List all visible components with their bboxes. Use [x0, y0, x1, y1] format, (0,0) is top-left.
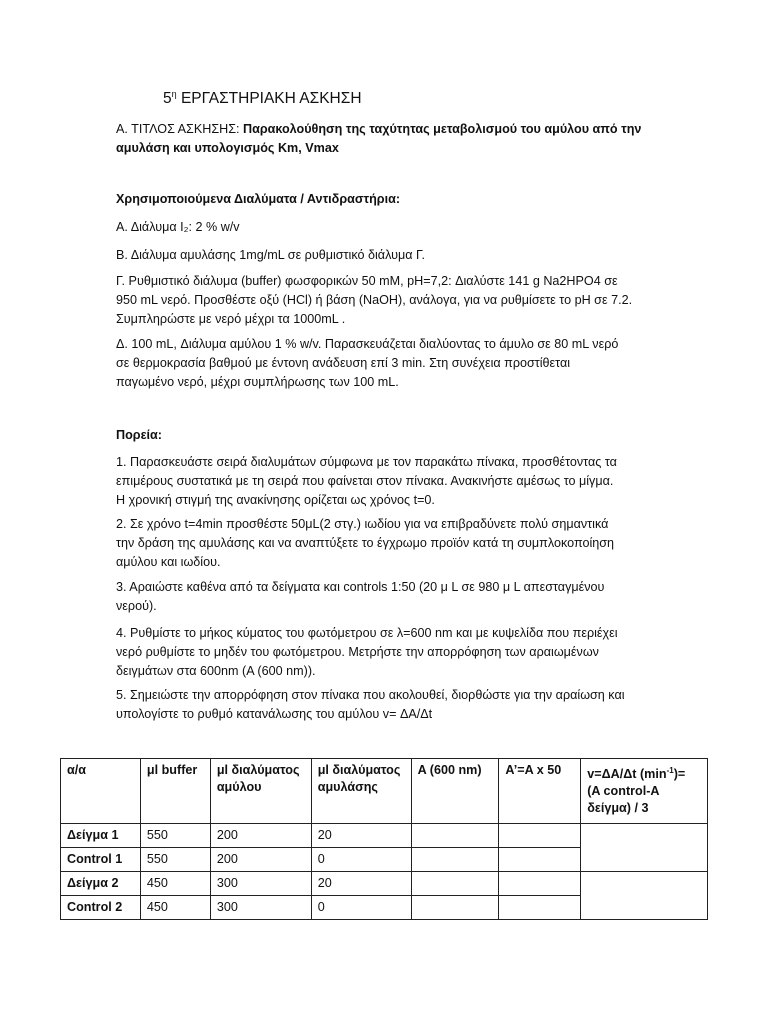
measurements-table: [60, 758, 708, 920]
title-superscript: η: [171, 89, 177, 99]
step1-line2: επιμέρους συστατικά με τη σειρά που φαίνεται στον πίνακα. Ανακινήστε αμέσως το μίγμα.: [116, 474, 614, 488]
solutions-heading: Χρησιμοποιούμενα Διαλύματα / Αντιδραστήρια:: [116, 192, 401, 206]
solution-c-line1: Γ. Ρυθμιστικό διάλυμα (buffer) φωσφορικών 50 mM, pH=7,2: Διαλύστε 141 g Na2HPO4 σε: [116, 274, 618, 288]
header-rate: [581, 759, 708, 824]
step1-line3: Η χρονική στιγμή της ανακίνησης ορίζεται ως χρόνος t=0.: [116, 493, 435, 507]
solution-d-line3: παγωμένο νερό, μέχρι συμπλήρωσης των 100 mL.: [116, 375, 399, 389]
step1-line1: 1. Παρασκευάστε σειρά διαλυμάτων σύμφωνα με τον παρακάτω πίνακα, προσθέτοντας τα: [116, 455, 617, 469]
header-rate-line2: (A control-A: [587, 784, 660, 799]
table-header-row: [61, 759, 708, 824]
step5-line1: 5. Σημειώστε την απορρόφηση στον πίνακα που ακολουθεί, διορθώστε για την αραίωση και: [116, 688, 625, 702]
cell-rate[interactable]: [581, 824, 708, 872]
procedure-step-5: [116, 686, 656, 724]
solution-c: [116, 272, 656, 329]
cell-rate[interactable]: [581, 872, 708, 920]
step4-line2: νερό ρυθμίστε το μηδέν του φωτόμετρου. Μετρήστε την απορρόφηση των αραιωμένων: [116, 645, 599, 659]
header-rate-text: v=ΔA/Δt (min: [587, 767, 667, 782]
step4-line3: δειγμάτων στα 600nm (A (600 nm)).: [116, 664, 316, 678]
header-starch-line2: αμύλου: [216, 780, 262, 794]
procedure-heading: Πορεία:: [116, 428, 162, 442]
cell-corrected[interactable]: [499, 824, 581, 848]
row-label: Control 1: [61, 848, 141, 872]
title-number: 5: [163, 90, 172, 107]
row-label: Δείγμα 1: [61, 824, 141, 848]
row-label: Δείγμα 2: [61, 872, 141, 896]
step2-line3: αμύλου και ιωδίου.: [116, 555, 221, 569]
title-text: ΕΡΓΑΣΤΗΡΙΑΚΗ ΑΣΚΗΣΗ: [176, 90, 362, 107]
procedure-step-1: [116, 453, 656, 510]
step3-line2: νερού).: [116, 599, 157, 613]
step4-line1: 4. Ρυθμίστε το μήκος κύματος του φωτόμετρου σε λ=600 nm και με κυψελίδα που περιέχει: [116, 626, 618, 640]
cell-absorbance[interactable]: [411, 872, 499, 896]
cell-absorbance[interactable]: [411, 824, 499, 848]
procedure-step-4: [116, 624, 656, 681]
header-amylase-line2: αμυλάσης: [317, 780, 378, 794]
solution-d-line1: Δ. 100 mL, Διάλυμα αμύλου 1 % w/v. Παρασκευάζεται διαλύοντας το άμυλο σε 80 mL νερό: [116, 337, 619, 351]
header-aa: α/α: [61, 759, 141, 824]
solution-b: Β. Διάλυμα αμυλάσης 1mg/mL σε ρυθμιστικό διάλυμα Γ.: [116, 248, 426, 262]
exercise-title-line2: αμυλάση και υπολογισμός Km, Vmax: [116, 141, 339, 155]
exercise-label: Α. ΤΙΤΛΟΣ ΑΣΚΗΣΗΣ:: [116, 122, 243, 136]
table-row: [61, 824, 708, 848]
solution-c-line3: Συμπληρώστε με νερό μέχρι τα 1000mL .: [116, 312, 346, 326]
cell-buffer: 550: [140, 824, 210, 848]
step2-line1: 2. Σε χρόνο t=4min προσθέστε 50μL(2 στγ.) ιωδίου για να επιβραδύνετε πολύ σημαντικά: [116, 517, 609, 531]
row-label: Control 2: [61, 896, 141, 920]
cell-corrected[interactable]: [499, 896, 581, 920]
cell-corrected[interactable]: [499, 848, 581, 872]
header-buffer: μl buffer: [140, 759, 210, 824]
solution-d: [116, 335, 656, 392]
exercise-title-line1: Παρακολούθηση της ταχύτητας μεταβολισμού του αμύλου από την: [243, 122, 642, 136]
step2-line2: την δράση της αμυλάσης και να αναπτύξετε το έγχρωμο προϊόν κατά τη συμπλοκοποίηση: [116, 536, 615, 550]
header-starch: [210, 759, 311, 824]
procedure-step-2: [116, 515, 656, 572]
header-rate-line3: δείγμα) / 3: [587, 801, 649, 816]
cell-starch: 200: [210, 824, 311, 848]
cell-corrected[interactable]: [499, 872, 581, 896]
cell-absorbance[interactable]: [411, 896, 499, 920]
exercise-title: [116, 120, 656, 158]
cell-absorbance[interactable]: [411, 848, 499, 872]
cell-buffer: 550: [140, 848, 210, 872]
solution-a: Α. Διάλυμα I₂: 2 % w/v: [116, 220, 240, 234]
page-title: [163, 90, 362, 108]
cell-starch: 200: [210, 848, 311, 872]
header-amylase-line1: μl διαλύματος: [317, 763, 401, 777]
cell-amylase: 0: [311, 896, 411, 920]
cell-buffer: 450: [140, 872, 210, 896]
header-rate-eq: )=: [673, 767, 686, 782]
cell-amylase: 20: [311, 872, 411, 896]
header-rate-sup: -1: [666, 766, 674, 775]
cell-amylase: 20: [311, 824, 411, 848]
cell-starch: 300: [210, 872, 311, 896]
solution-c-line2: 950 mL νερό. Προσθέστε οξύ (HCl) ή βάση (NaOH), ανάλογα, για να ρυθμίσετε το pH σε 7.2.: [116, 293, 633, 307]
solution-d-line2: σε θερμοκρασία βαθμού με έντονη ανάδευση επί 3 min. Στη συνέχεια προστίθεται: [116, 356, 571, 370]
step3-line1: 3. Αραιώστε καθένα από τα δείγματα και controls 1:50 (20 μ L σε 980 μ L απεσταγμένου: [116, 580, 605, 594]
header-corrected: A’=A x 50: [499, 759, 581, 824]
table-row: [61, 872, 708, 896]
header-absorbance: A (600 nm): [411, 759, 499, 824]
cell-starch: 300: [210, 896, 311, 920]
step5-line2: υπολογίστε το ρυθμό κατανάλωσης του αμύλου v= ΔA/Δt: [116, 707, 433, 721]
cell-amylase: 0: [311, 848, 411, 872]
procedure-step-3: [116, 578, 656, 616]
header-amylase: [311, 759, 411, 824]
header-starch-line1: μl διαλύματος: [216, 763, 300, 777]
cell-buffer: 450: [140, 896, 210, 920]
